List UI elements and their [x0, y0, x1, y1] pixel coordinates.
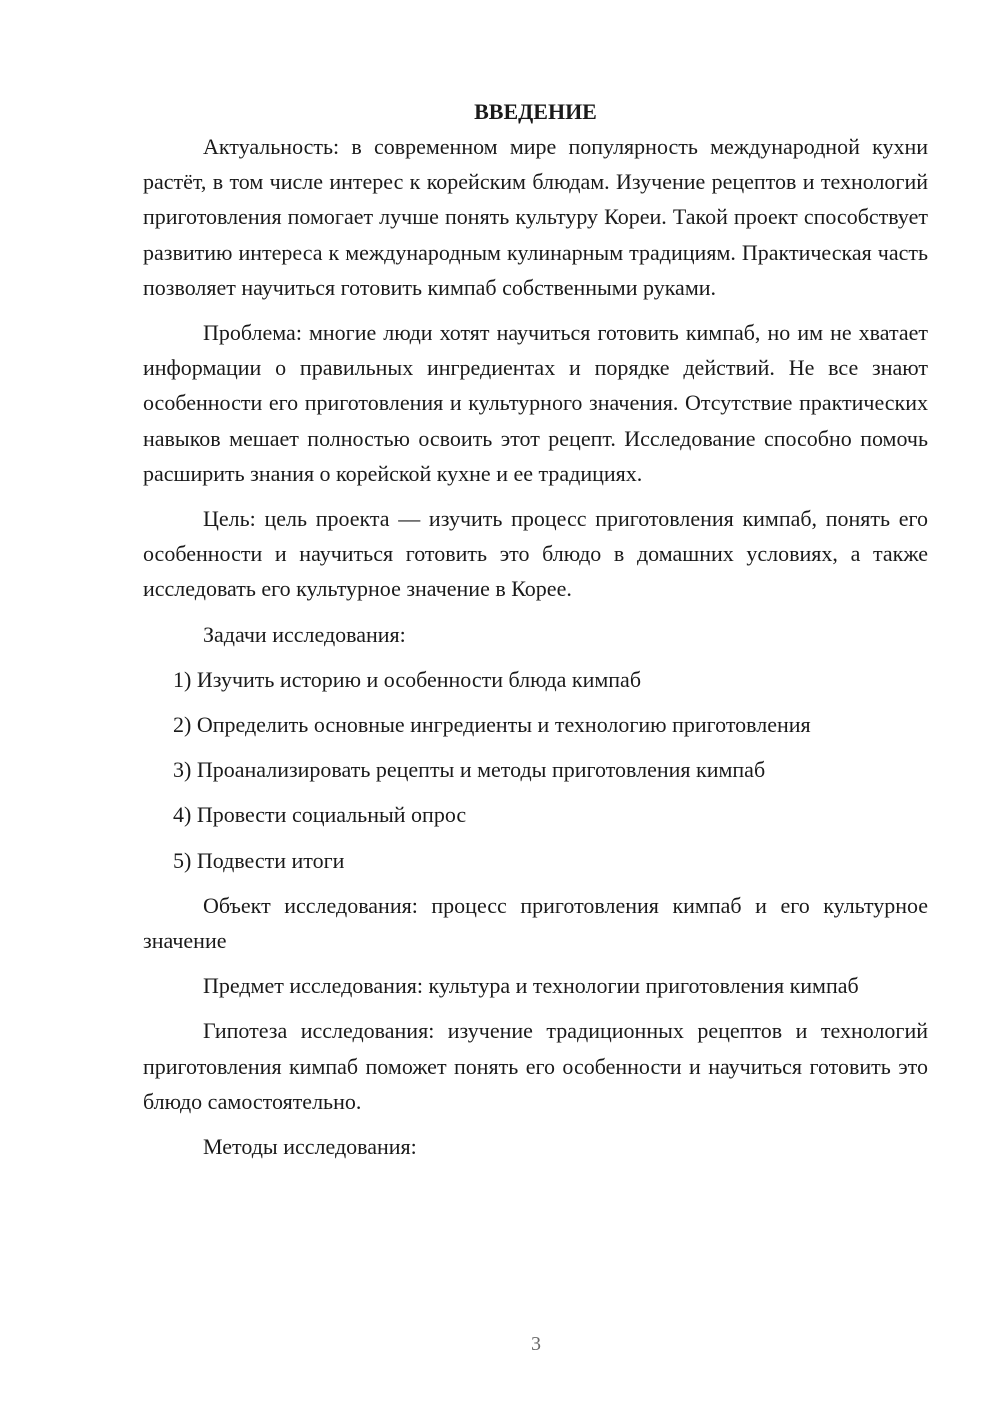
paragraph-problem: Проблема: многие люди хотят научиться готовить кимпаб, но им не хватает информации о правильных ингредиентах и порядке действий. Не все знают особенности его приготовления и культурного значения. Отсутствие практических навыков мешает полностью освоить этот рецепт. Исследование способно помочь расширить знания о корейской кухне и ее традициях.	[143, 320, 928, 486]
paragraph-goal: Цель: цель проекта — изучить процесс приготовления кимпаб, понять его особенности и научиться готовить это блюдо в домашних условиях, а также исследовать его культурное значение в Корее.	[143, 506, 928, 602]
page-number: 3	[531, 1333, 541, 1355]
paragraph-object: Объект исследования: процесс приготовления кимпаб и его культурное значение	[143, 892, 928, 954]
paragraph-subject: Предмет исследования: культура и технологии приготовления кимпаб	[203, 973, 859, 999]
paragraph-relevance: Актуальность: в современном мире популярность международной кухни растёт, в том числе интерес к корейским блюдам. Изучение рецептов и технологий приготовления помогает лучше понять культуру Кореи. Такой проект способствует развитию интереса к международным кулинарным традициям. Практическая часть позволяет научиться готовить кимпаб собственными руками.	[143, 134, 928, 300]
page-heading: ВВЕДЕНИЕ	[474, 99, 597, 124]
paragraph-hypothesis: Гипотеза исследования: изучение традиционных рецептов и технологий приготовления кимпаб поможет понять его особенности и научиться готовить это блюдо самостоятельно.	[143, 1018, 928, 1114]
tasks-list	[143, 662, 928, 878]
page-content	[143, 94, 928, 1174]
methods-heading: Методы исследования:	[203, 1134, 417, 1160]
tasks-heading: Задачи исследования:	[203, 621, 406, 647]
list-item: 1) Изучить историю и особенности блюда кимпаб	[173, 666, 642, 692]
list-item: 4) Провести социальный опрос	[173, 802, 467, 828]
list-item: 5) Подвести итоги	[173, 847, 345, 873]
list-item: 2) Определить основные ингредиенты и технологию приготовления	[173, 712, 811, 738]
list-item: 3) Проанализировать рецепты и методы приготовления кимпаб	[173, 757, 766, 783]
